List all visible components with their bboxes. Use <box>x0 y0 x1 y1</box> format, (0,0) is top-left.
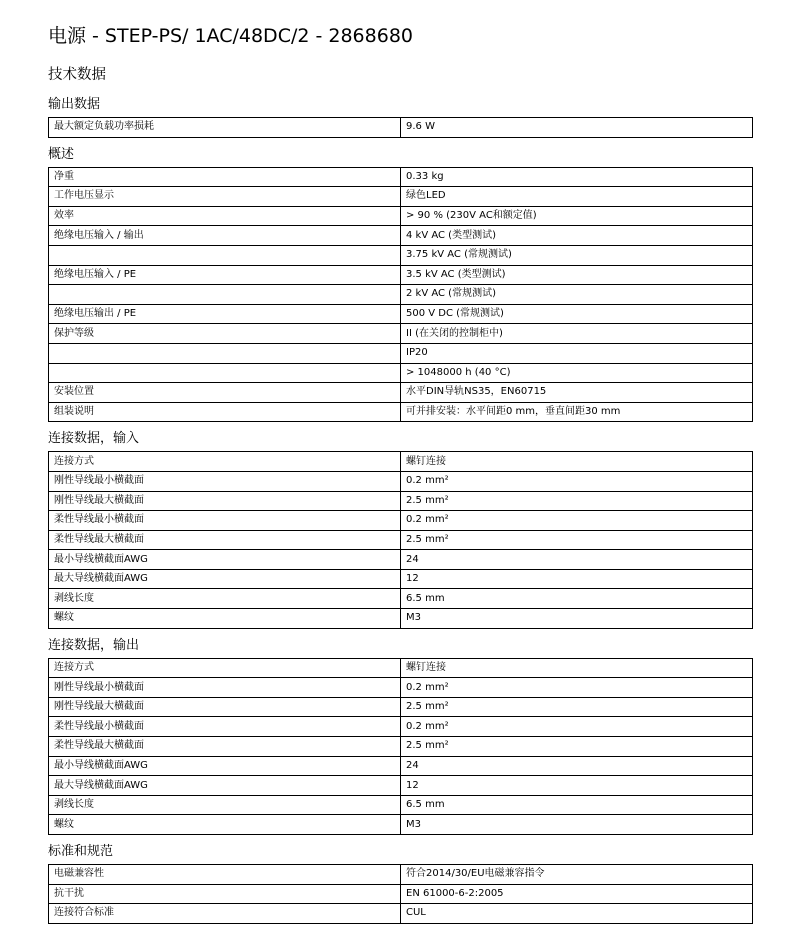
spec-value-cell: > 90 % (230V AC和额定值) <box>401 206 753 226</box>
spec-label-cell: 连接方式 <box>49 658 401 678</box>
spec-label-cell <box>49 363 401 383</box>
table-row <box>49 285 753 305</box>
spec-value-cell: 24 <box>401 756 753 776</box>
spec-label-cell <box>49 343 401 363</box>
spec-label-cell: 绝缘电压输入 / PE <box>49 265 401 285</box>
spec-table <box>48 167 753 423</box>
spec-label-cell: 螺纹 <box>49 609 401 629</box>
spec-value-cell: EN 61000-6-2:2005 <box>401 884 753 904</box>
spec-label-cell: 工作电压显示 <box>49 187 401 207</box>
spec-label-cell: 组装说明 <box>49 402 401 422</box>
spec-value-cell: 螺钉连接 <box>401 452 753 472</box>
table-row <box>49 569 753 589</box>
table-row <box>49 226 753 246</box>
spec-value-cell: 0.2 mm² <box>401 471 753 491</box>
spec-label-cell: 最大额定负载功率损耗 <box>49 118 401 138</box>
table-row <box>49 452 753 472</box>
table-row <box>49 363 753 383</box>
table-row <box>49 471 753 491</box>
spec-table <box>48 117 753 138</box>
spec-value-cell: CUL <box>401 904 753 924</box>
spec-value-cell: 6.5 mm <box>401 795 753 815</box>
spec-label-cell: 电磁兼容性 <box>49 865 401 885</box>
spec-label-cell: 柔性导线最大横截面 <box>49 737 401 757</box>
section-heading: 连接数据，输出 <box>48 637 140 653</box>
table-row <box>49 737 753 757</box>
spec-label-cell: 剥线长度 <box>49 795 401 815</box>
section-heading: 连接数据，输入 <box>48 431 140 447</box>
spec-value-cell: > 1048000 h (40 °C) <box>401 363 753 383</box>
table-row <box>49 717 753 737</box>
table-row <box>49 884 753 904</box>
section-heading: 标准和规范 <box>48 844 114 859</box>
section-heading: 输出数据 <box>48 97 101 112</box>
spec-label-cell: 刚性导线最小横截面 <box>49 678 401 698</box>
table-row <box>49 904 753 924</box>
table-row <box>49 383 753 403</box>
spec-value-cell: 符合2014/30/EU电磁兼容指令 <box>401 865 753 885</box>
table-row <box>49 304 753 324</box>
table-row <box>49 550 753 570</box>
table-row <box>49 265 753 285</box>
table-row <box>49 118 753 138</box>
spec-value-cell: 0.2 mm² <box>401 511 753 531</box>
table-row <box>49 491 753 511</box>
spec-value-cell: 9.6 W <box>401 118 753 138</box>
spec-value-cell: 12 <box>401 569 753 589</box>
spec-label-cell: 连接方式 <box>49 452 401 472</box>
spec-table <box>48 864 753 924</box>
spec-value-cell: 3.5 kV AC (类型测试) <box>401 265 753 285</box>
spec-label-cell: 柔性导线最小横截面 <box>49 717 401 737</box>
spec-label-cell: 净重 <box>49 167 401 187</box>
spec-label-cell: 最大导线横截面AWG <box>49 569 401 589</box>
table-row <box>49 402 753 422</box>
table-row <box>49 658 753 678</box>
spec-label-cell <box>49 245 401 265</box>
spec-value-cell: 绿色LED <box>401 187 753 207</box>
table-row <box>49 795 753 815</box>
spec-value-cell: 12 <box>401 776 753 796</box>
table-row <box>49 206 753 226</box>
spec-value-cell: 2 kV AC (常规测试) <box>401 285 753 305</box>
spec-label-cell: 最小导线横截面AWG <box>49 756 401 776</box>
spec-value-cell: 2.5 mm² <box>401 530 753 550</box>
spec-label-cell: 保护等级 <box>49 324 401 344</box>
table-row <box>49 776 753 796</box>
table-row <box>49 167 753 187</box>
spec-table <box>48 451 753 628</box>
table-row <box>49 511 753 531</box>
spec-value-cell: 3.75 kV AC (常规测试) <box>401 245 753 265</box>
spec-value-cell: 可并排安装：水平间距0 mm，垂直间距30 mm <box>401 402 753 422</box>
spec-label-cell: 柔性导线最大横截面 <box>49 530 401 550</box>
spec-label-cell: 螺纹 <box>49 815 401 835</box>
spec-label-cell: 绝缘电压输入 / 输出 <box>49 226 401 246</box>
spec-value-cell: 水平DIN导轨NS35，EN60715 <box>401 383 753 403</box>
page-subtitle: 技术数据 <box>48 67 106 83</box>
table-row <box>49 187 753 207</box>
spec-label-cell: 刚性导线最小横截面 <box>49 471 401 491</box>
spec-value-cell: 4 kV AC (类型测试) <box>401 226 753 246</box>
spec-label-cell: 最大导线横截面AWG <box>49 776 401 796</box>
spec-label-cell: 最小导线横截面AWG <box>49 550 401 570</box>
table-row <box>49 815 753 835</box>
spec-label-cell: 剥线长度 <box>49 589 401 609</box>
spec-label-cell: 抗干扰 <box>49 884 401 904</box>
spec-value-cell: 螺钉连接 <box>401 658 753 678</box>
spec-value-cell: IP20 <box>401 343 753 363</box>
spec-table <box>48 658 753 835</box>
table-row <box>49 865 753 885</box>
datasheet-page <box>48 22 752 924</box>
spec-value-cell: 24 <box>401 550 753 570</box>
spec-label-cell: 刚性导线最大横截面 <box>49 697 401 717</box>
spec-label-cell <box>49 285 401 305</box>
spec-label-cell: 效率 <box>49 206 401 226</box>
table-row <box>49 678 753 698</box>
spec-value-cell: II (在关闭的控制柜中) <box>401 324 753 344</box>
table-row <box>49 245 753 265</box>
spec-label-cell: 刚性导线最大横截面 <box>49 491 401 511</box>
section-heading: 概述 <box>48 146 75 162</box>
spec-value-cell: 500 V DC (常规测试) <box>401 304 753 324</box>
spec-value-cell: M3 <box>401 815 753 835</box>
spec-label-cell: 连接符合标准 <box>49 904 401 924</box>
table-row <box>49 343 753 363</box>
spec-value-cell: 2.5 mm² <box>401 737 753 757</box>
table-row <box>49 756 753 776</box>
spec-label-cell: 安装位置 <box>49 383 401 403</box>
table-row <box>49 324 753 344</box>
table-row <box>49 609 753 629</box>
spec-value-cell: M3 <box>401 609 753 629</box>
table-row <box>49 530 753 550</box>
spec-value-cell: 0.2 mm² <box>401 717 753 737</box>
spec-value-cell: 2.5 mm² <box>401 491 753 511</box>
page-title: 电源 - STEP-PS/ 1AC/48DC/2 - 2868680 <box>48 25 413 47</box>
spec-sections <box>48 94 752 924</box>
spec-value-cell: 0.33 kg <box>401 167 753 187</box>
table-row <box>49 697 753 717</box>
spec-value-cell: 0.2 mm² <box>401 678 753 698</box>
spec-label-cell: 柔性导线最小横截面 <box>49 511 401 531</box>
table-row <box>49 589 753 609</box>
spec-value-cell: 6.5 mm <box>401 589 753 609</box>
spec-value-cell: 2.5 mm² <box>401 697 753 717</box>
spec-label-cell: 绝缘电压输出 / PE <box>49 304 401 324</box>
